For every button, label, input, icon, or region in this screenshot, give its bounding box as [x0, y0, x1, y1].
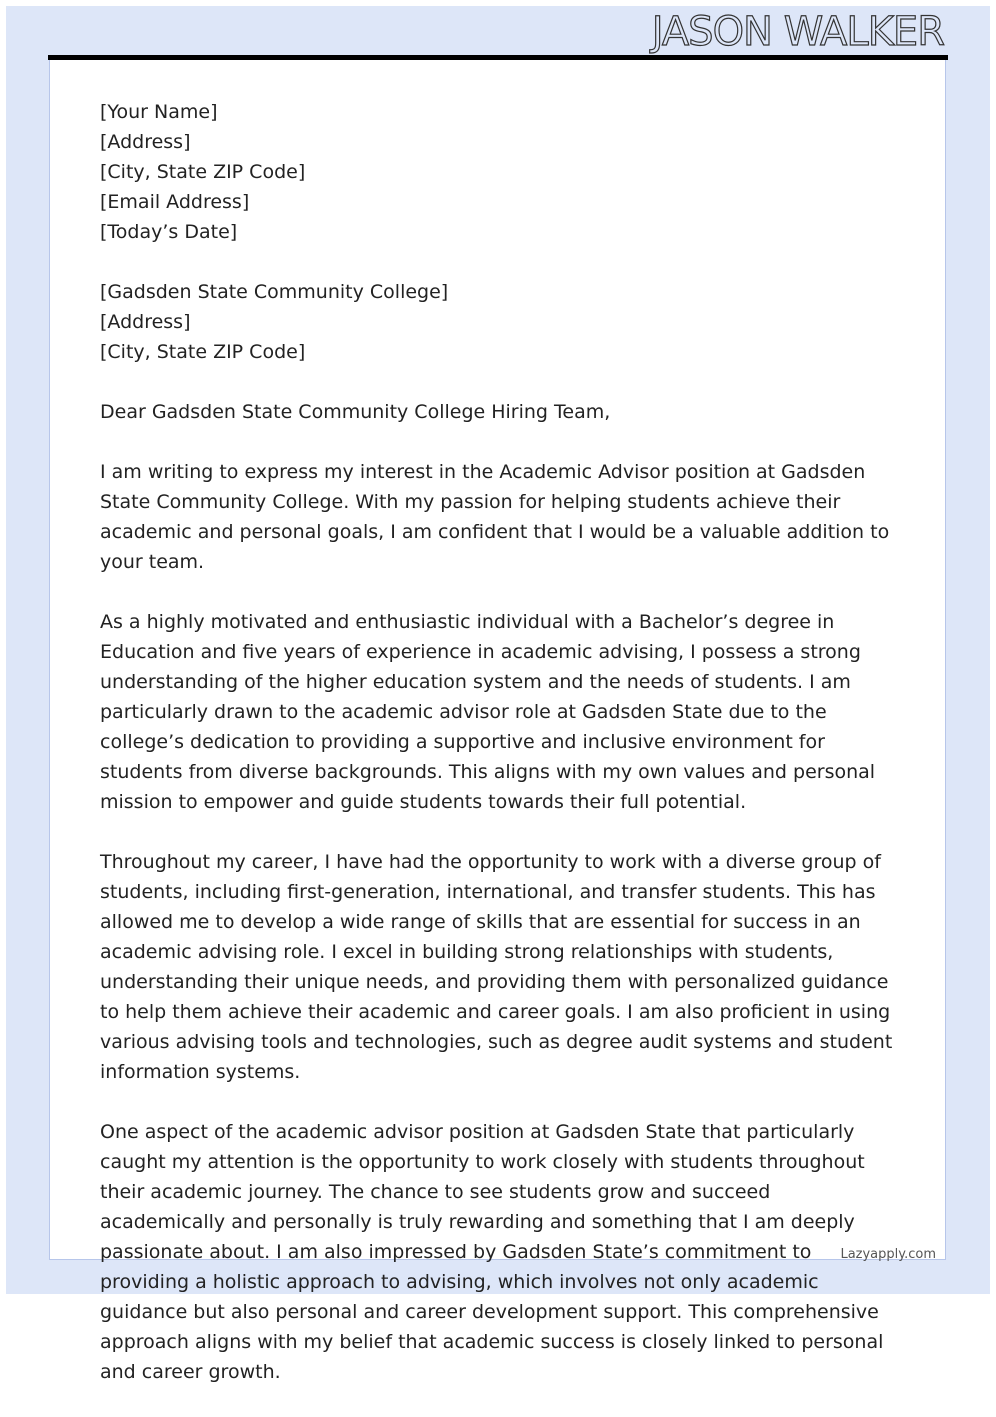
sender-block	[100, 97, 900, 247]
recipient-org: [Gadsden State Community College]	[100, 281, 449, 303]
salutation: Dear Gadsden State Community College Hiring Team,	[100, 401, 611, 423]
paragraph-intro: I am writing to express my interest in the Academic Advisor position at Gadsden State Community College. With my passion for helping students achieve their academic and personal goals, I am confident that I would be a valuable addition to your team.	[100, 461, 890, 573]
sender-address: [Address]	[100, 131, 191, 153]
applicant-name-heading: JASON WALKER	[651, 9, 944, 55]
sender-email: [Email Address]	[100, 191, 250, 213]
paragraph-motivation: One aspect of the academic advisor position at Gadsden State that particularly caught my attention is the opportunity to work closely with students throughout their academic journey. The chance to see students grow and succeed academically and personally is truly rewarding and something that I am deeply passionate about. I am also impressed by Gadsden State’s commitment to providing a holistic approach to advising, which involves not only academic guidance but also personal and career development support. This comprehensive approach aligns with my belief that academic success is closely linked to personal and career growth.	[100, 1121, 884, 1383]
watermark: Lazyapply.com	[840, 1247, 936, 1262]
cover-letter-body	[100, 97, 900, 1417]
recipient-address: [Address]	[100, 311, 191, 333]
recipient-block	[100, 277, 900, 367]
recipient-city: [City, State ZIP Code]	[100, 341, 306, 363]
sender-name: [Your Name]	[100, 101, 218, 123]
sender-city: [City, State ZIP Code]	[100, 161, 306, 183]
paragraph-background: As a highly motivated and enthusiastic individual with a Bachelor’s degree in Education and five years of experience in academic advising, I possess a strong understanding of the higher education system and the needs of students. I am particularly drawn to the academic advisor role at Gadsden State due to the college’s dedication to providing a supportive and inclusive environment for students from diverse backgrounds. This aligns with my own values and personal mission to empower and guide students towards their full potential.	[100, 611, 876, 813]
paragraph-experience: Throughout my career, I have had the opportunity to work with a diverse group of students, including first-generation, international, and transfer students. This has allowed me to develop a wide range of skills that are essential for success in an academic advising role. I excel in building strong relationships with students, understanding their unique needs, and providing them with personalized guidance to help them achieve their academic and career goals. I am also proficient in using various advising tools and technologies, such as degree audit systems and student information systems.	[100, 851, 893, 1083]
letter-date: [Today’s Date]	[100, 221, 238, 243]
